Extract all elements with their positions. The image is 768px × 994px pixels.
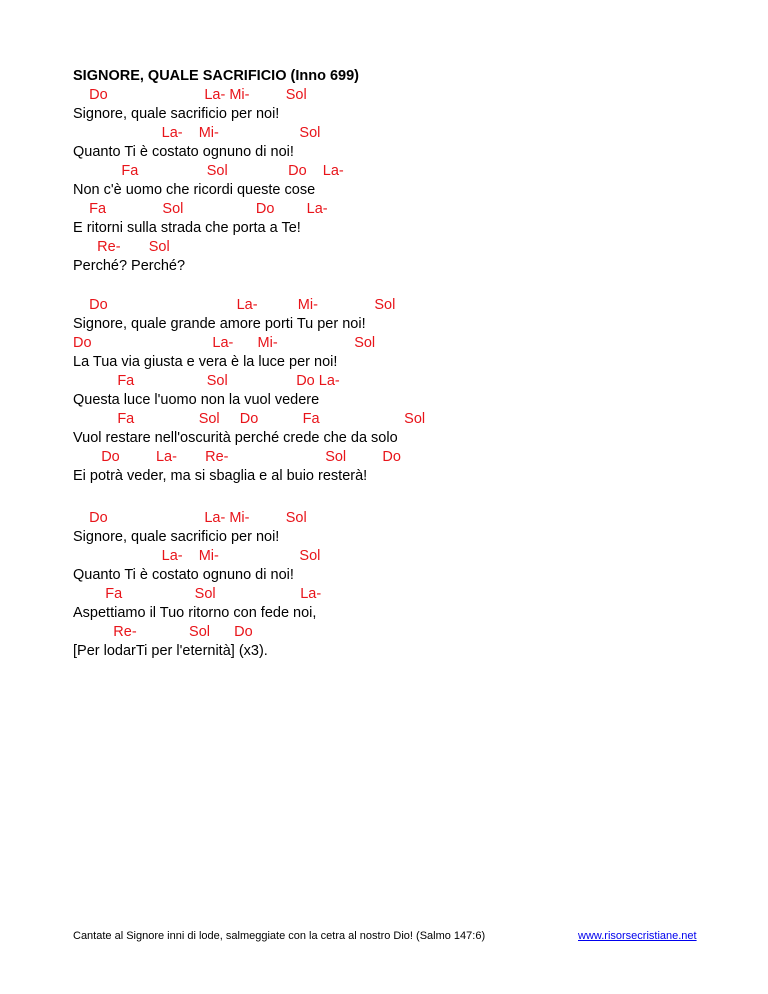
chord-line: Re- Sol	[73, 239, 170, 255]
lyric-line: Quanto Ti è costato ognuno di noi!	[73, 567, 294, 583]
chord-line: Fa Sol Do Fa Sol	[73, 411, 426, 427]
blank-line	[73, 486, 77, 505]
lyric-line: Signore, quale sacrificio per noi!	[73, 529, 280, 545]
lyric-line: E ritorni sulla strada che porta a Te!	[73, 220, 301, 236]
lyric-line: [Per lodarTi per l'eternità] (x3).	[73, 643, 268, 659]
lyric-line: Vuol restare nell'oscurità perché crede che da solo	[73, 430, 398, 446]
chord-line: Do La- Re- Sol Do	[73, 449, 401, 465]
chord-line: Do La- Mi- Sol	[73, 335, 376, 351]
chord-line: Re- Sol Do	[73, 624, 253, 640]
lyric-line: La Tua via giusta e vera è la luce per noi!	[73, 354, 338, 370]
chord-line: Fa Sol Do La-	[73, 163, 344, 179]
lyric-line: Perché? Perché?	[73, 258, 186, 274]
chord-line: La- Mi- Sol	[73, 125, 321, 141]
footer-website-link[interactable]: www.risorsecristiane.net	[578, 930, 697, 942]
chord-line: Fa Sol La-	[73, 586, 322, 602]
footer-verse: Cantate al Signore inni di lode, salmeggiate con la cetra al nostro Dio! (Salmo 147:6)	[73, 930, 486, 942]
lyric-line: Aspettiamo il Tuo ritorno con fede noi,	[73, 605, 317, 621]
chord-line: La- Mi- Sol	[73, 548, 321, 564]
lyric-line: Non c'è uomo che ricordi queste cose	[73, 182, 316, 198]
chord-line: Fa Sol Do La-	[73, 373, 340, 389]
chord-line: Do La- Mi- Sol	[73, 87, 307, 103]
lyric-line: Signore, quale grande amore porti Tu per noi!	[73, 316, 366, 332]
lyric-line: Signore, quale sacrificio per noi!	[73, 106, 280, 122]
chord-line: Fa Sol Do La-	[73, 201, 328, 217]
chord-line: Do La- Mi- Sol	[73, 510, 307, 526]
blank-line	[73, 276, 77, 295]
lyric-line: Ei potrà veder, ma si sbaglia e al buio resterà!	[73, 468, 368, 484]
song-title: SIGNORE, QUALE SACRIFICIO (Inno 699)	[73, 68, 359, 84]
lyric-line: Questa luce l'uomo non la vuol vedere	[73, 392, 320, 408]
lyric-line: Quanto Ti è costato ognuno di noi!	[73, 144, 294, 160]
chord-line: Do La- Mi- Sol	[73, 297, 396, 313]
